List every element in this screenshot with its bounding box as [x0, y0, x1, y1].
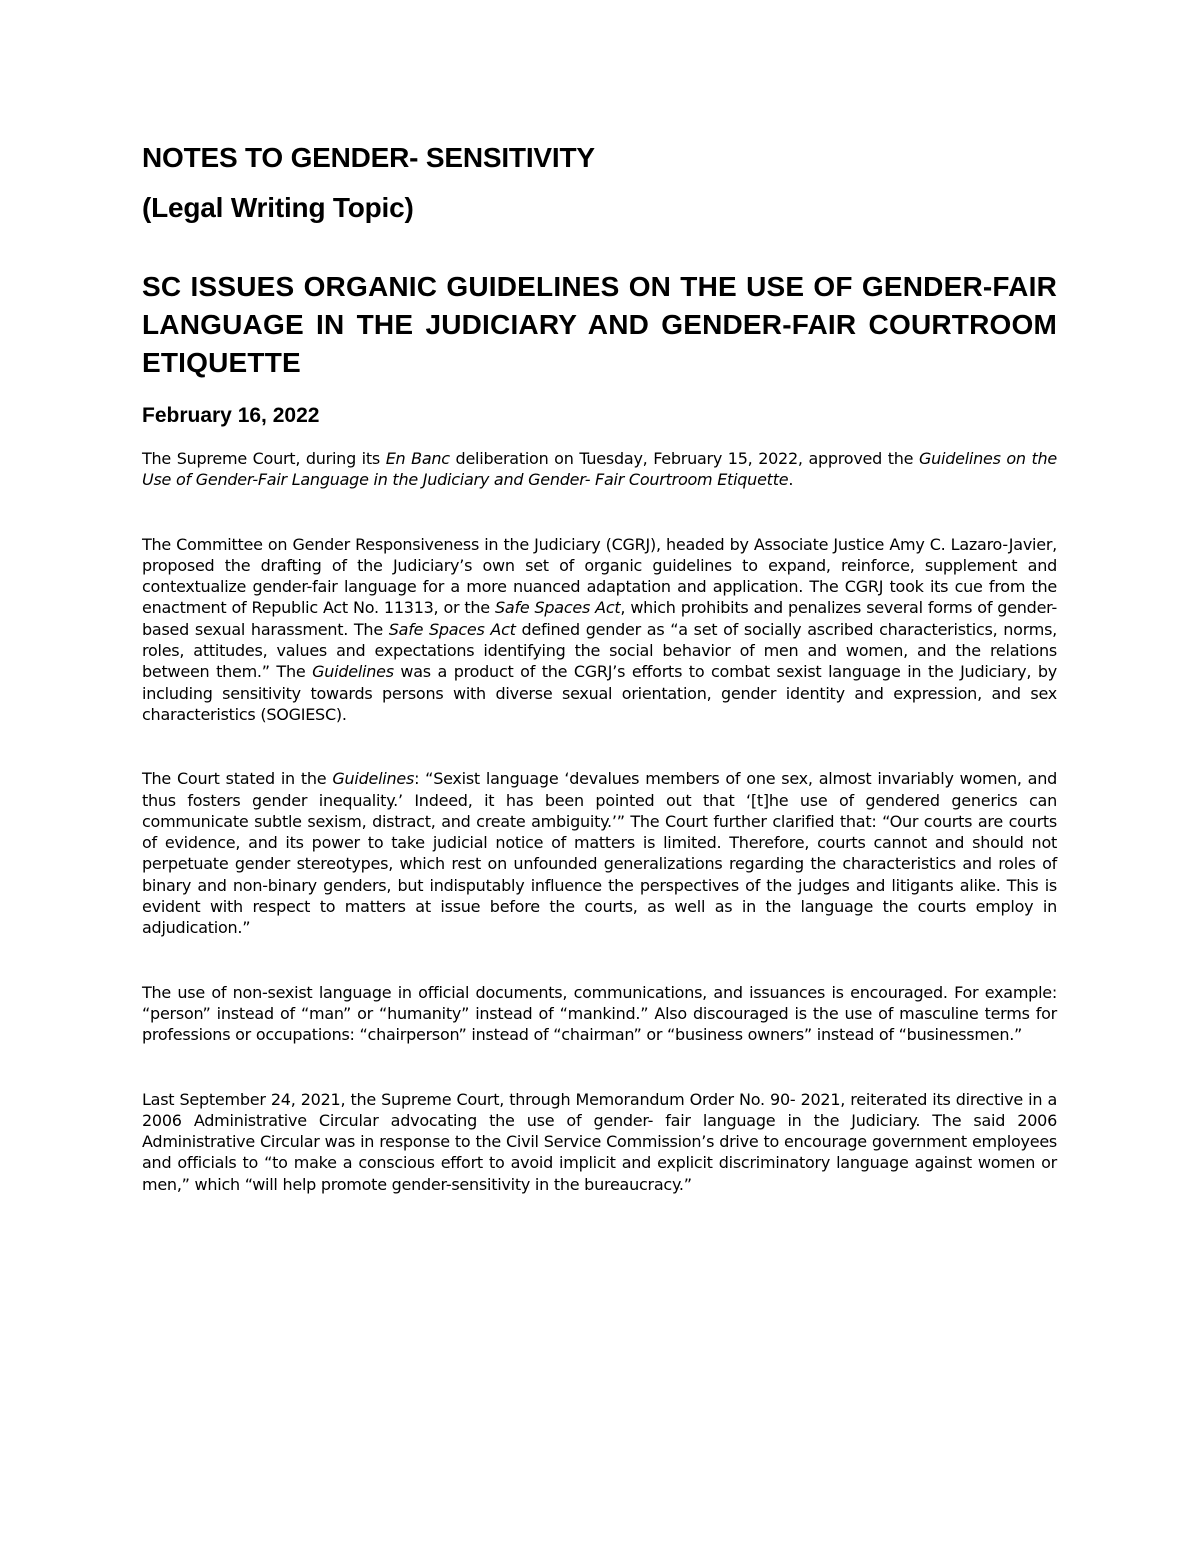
- paragraph-court-statement: The Court stated in the Guidelines: “Sexist language ‘devalues members of one sex, almost invariably women, and thus fosters gender inequality.’ Indeed, it has been pointed out that ‘[t]he use of gendered generics can communicate subtle sexism, distract, and create ambiguity.’” The Court further clarified that: “Our courts are courts of evidence, and its power to take judicial notice of matters is limited. Therefore, courts cannot and should not perpetuate gender stereotypes, which rest on unfounded generalizations regarding the characteristics and roles of binary and non-binary genders, but indisputably influence the perspectives of the judges and litigants alike. This is evident with respect to matters at issue before the courts, as well as in the language the courts employ in adjudication.”: [142, 769, 1058, 938]
- document-page: [142, 138, 1057, 1195]
- paragraph-non-sexist-language: The use of non-sexist language in official documents, communications, and issuances is encouraged. For example: “person” instead of “man” or “humanity” instead of “mankind.” Also discouraged is the use of masculine terms for professions or occupations: “chairperson” instead of “chairman” or “business owners” instead of “businessmen.”: [142, 982, 1057, 1045]
- article-date: February 16, 2022: [142, 404, 320, 427]
- document-subtitle: (Legal Writing Topic): [142, 192, 414, 223]
- paragraph-cgrj: The Committee on Gender Responsiveness in the Judiciary (CGRJ), headed by Associate Justice Amy C. Lazaro-Javier, proposed the drafting of the Judiciary’s own set of organic guidelines to expand, reinforce, supplement and contextualize gender-fair language for a more nuanced adaptation and application. The CGRJ took its cue from the enactment of Republic Act No. 11313, or the Safe Spaces Act, which prohibits and penalizes several forms of gender-based sexual harassment. The Safe Spaces Act defined gender as “a set of socially ascribed characteristics, norms, roles, attitudes, values and expectations identifying the social behavior of men and women, and the relations between them.” The Guidelines was a product of the CGRJ’s efforts to combat sexist language in the Judiciary, by including sensitivity towards persons with diverse sexual orientation, gender identity and expression, and sex characteristics (SOGIESC).: [142, 534, 1058, 724]
- paragraph-memorandum-order: Last September 24, 2021, the Supreme Court, through Memorandum Order No. 90- 2021, reiterated its directive in a 2006 Administrative Circular advocating the use of gender- fair language in the Judiciary. The said 2006 Administrative Circular was in response to the Civil Service Commission’s drive to encourage government employees and officials to “to make a conscious effort to avoid implicit and explicit discriminatory language against women or men,” which “will help promote gender-sensitivity in the bureaucracy.”: [142, 1089, 1057, 1194]
- article-headline: SC ISSUES ORGANIC GUIDELINES ON THE USE OF GENDER-FAIR LANGUAGE IN THE JUDICIARY AND GENDER-FAIR COURTROOM ETIQUETTE: [142, 271, 1057, 378]
- paragraph-approval: The Supreme Court, during its En Banc deliberation on Tuesday, February 15, 2022, approved the Guidelines on the Use of Gender-Fair Language in the Judiciary and Gender- Fair Courtroom Etiquette.: [142, 449, 1058, 490]
- document-title: NOTES TO GENDER- SENSITIVITY: [142, 142, 595, 173]
